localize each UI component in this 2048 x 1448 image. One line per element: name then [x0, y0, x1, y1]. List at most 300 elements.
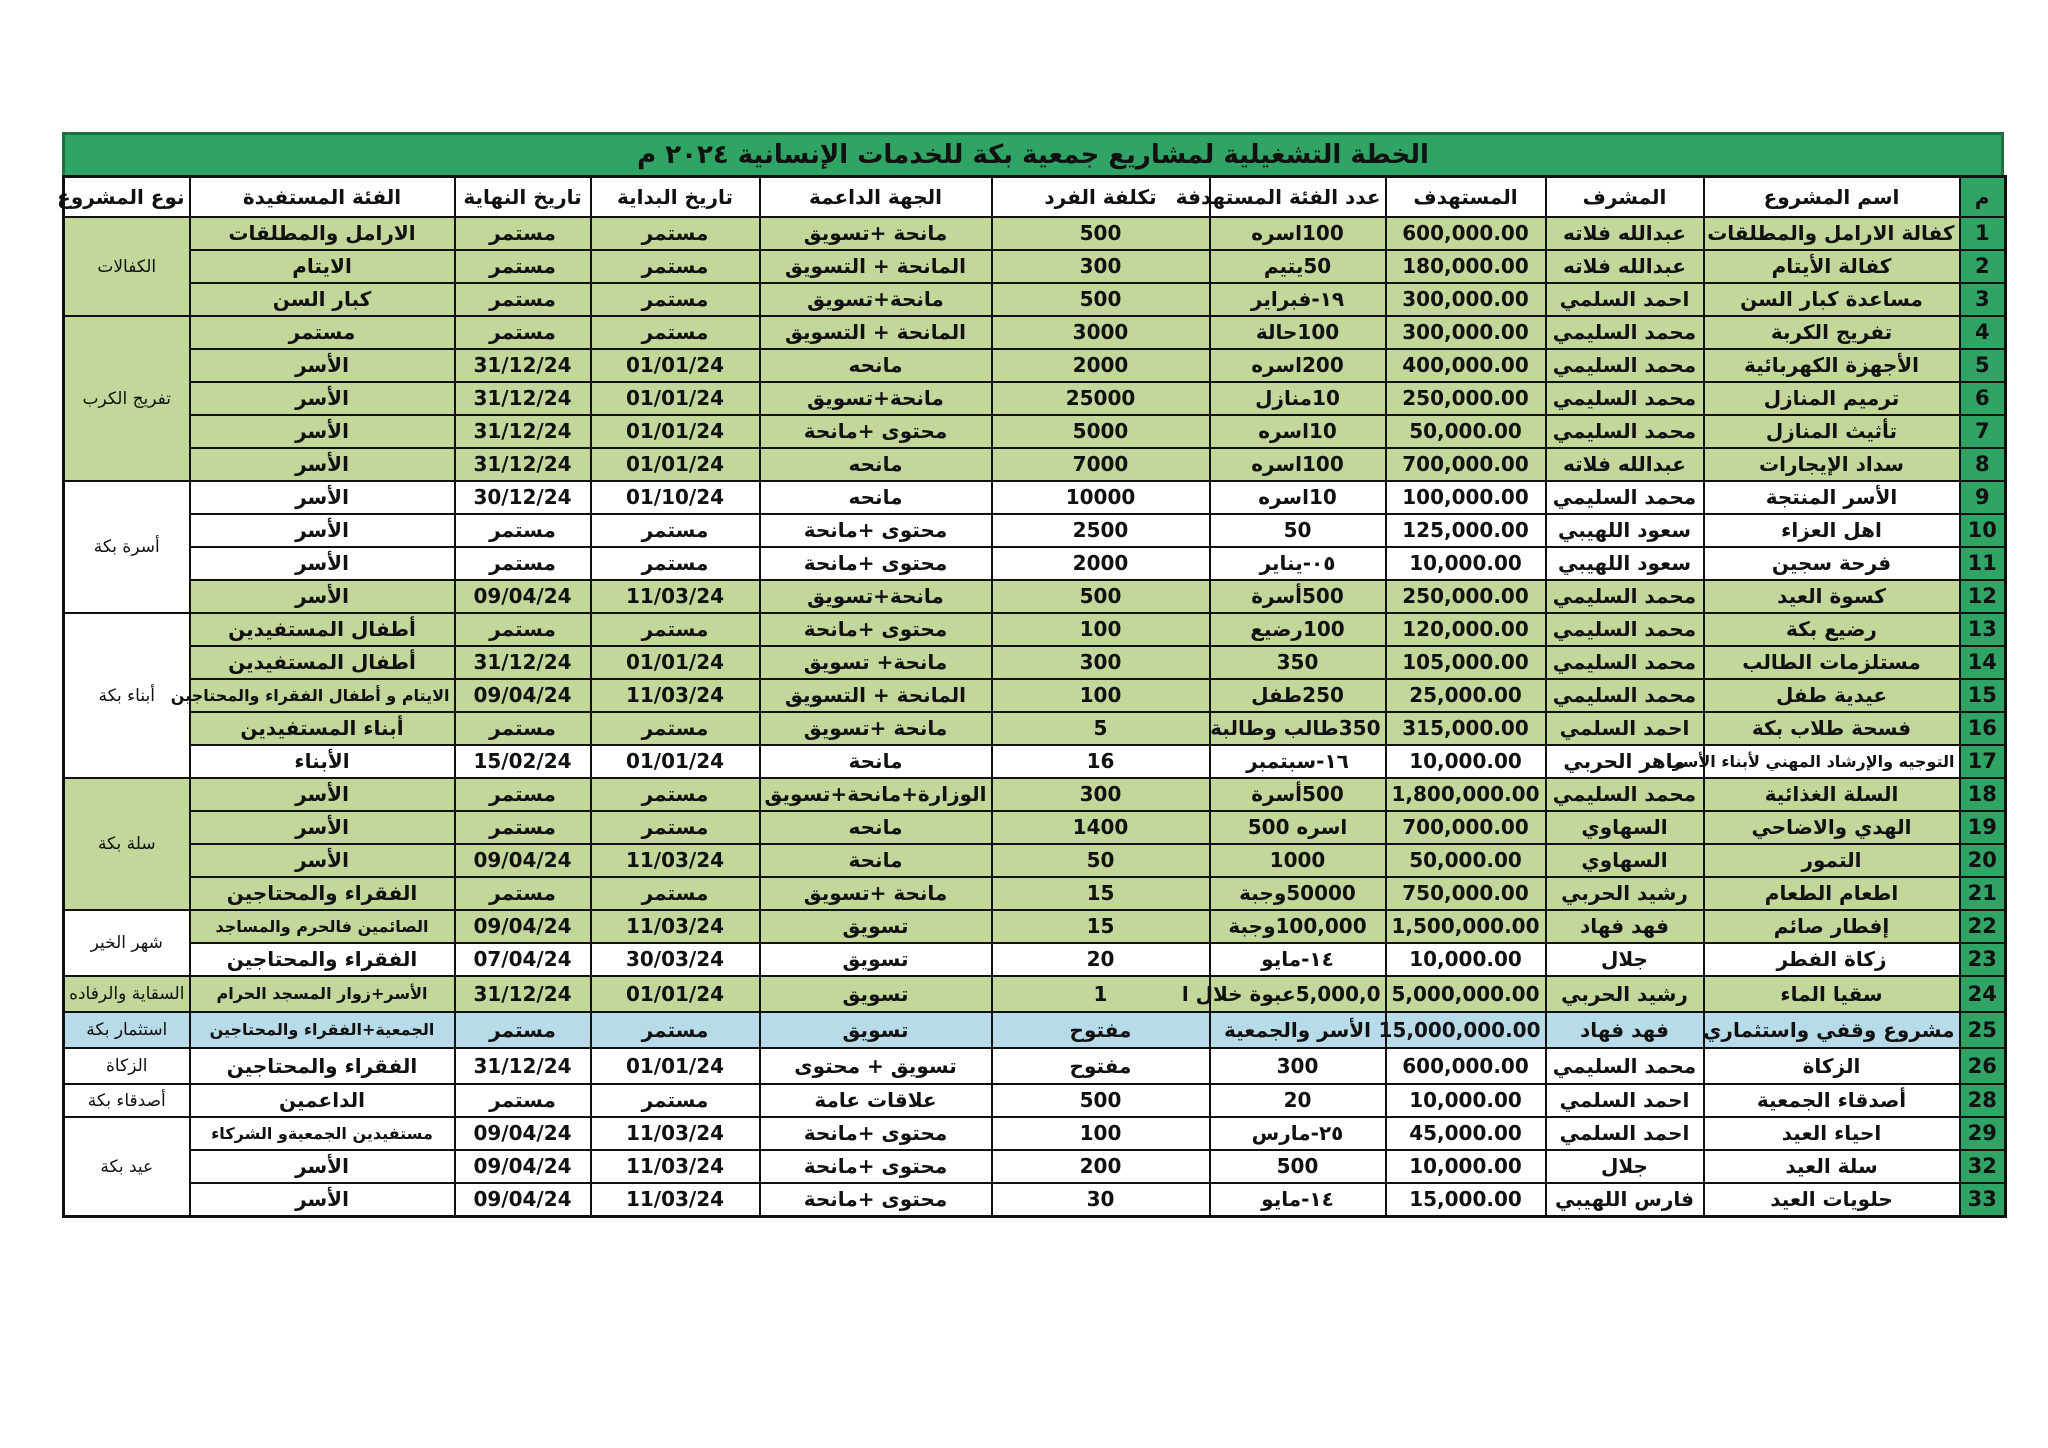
col-supporter-cell: مانحه — [760, 448, 992, 481]
col-supporter-cell: محتوى +مانحة — [760, 1183, 992, 1217]
col-supporter-cell: المانحة + التسويق — [760, 316, 992, 349]
col-project-name-cell: تأثيث المنازل — [1704, 415, 1960, 448]
col-project-name-cell: أصدقاء الجمعية — [1704, 1084, 1960, 1117]
col-end-date-cell: 09/04/24 — [455, 844, 591, 877]
col-target-amount-cell: 180,000.00 — [1386, 250, 1546, 283]
col-target-count-cell: 500 — [1210, 1150, 1386, 1183]
col-end-date-cell: مستمر — [455, 283, 591, 316]
table-row — [64, 1117, 2006, 1150]
col-end-date-cell: 09/04/24 — [455, 580, 591, 613]
project-type-cell: استثمار بكة — [64, 1012, 190, 1048]
col-start-date-cell: 01/01/24 — [591, 349, 760, 382]
table-row — [64, 646, 2006, 679]
col-supervisor-cell: محمد السليمي — [1546, 1048, 1704, 1084]
col-supervisor-cell: رشيد الحربي — [1546, 877, 1704, 910]
col-supporter-cell: مانحة+ تسويق — [760, 646, 992, 679]
col-start-date-cell: 11/03/24 — [591, 1183, 760, 1217]
col-unit-cost-cell: 100 — [992, 679, 1210, 712]
col-end-date-cell: 31/12/24 — [455, 976, 591, 1012]
col-beneficiary-cell: الأسر — [190, 382, 455, 415]
col-target-count-cell: 10اسره — [1210, 415, 1386, 448]
col-supervisor-cell: السهاوي — [1546, 844, 1704, 877]
col-number-cell: 10 — [1960, 514, 2006, 547]
col-supporter-cell: علاقات عامة — [760, 1084, 992, 1117]
col-supervisor-cell: جلال — [1546, 943, 1704, 976]
col-supervisor-cell: محمد السليمي — [1546, 481, 1704, 514]
col-target-count-cell: 50 — [1210, 514, 1386, 547]
col-project-name-cell: مساعدة كبار السن — [1704, 283, 1960, 316]
col-start-date-cell: مستمر — [591, 778, 760, 811]
project-type-cell: شهر الخير — [64, 910, 190, 976]
col-unit-cost-cell: مفتوح — [992, 1012, 1210, 1048]
col-project-name-cell: كفالة الارامل والمطلقات — [1704, 217, 1960, 250]
col-number-cell: 6 — [1960, 382, 2006, 415]
col-beneficiary-cell: الأسر — [190, 1183, 455, 1217]
col-beneficiary-cell: الأسر — [190, 844, 455, 877]
col-start-date-cell: 01/10/24 — [591, 481, 760, 514]
col-target-count-cell: 350 — [1210, 646, 1386, 679]
col-supporter-cell: مانحة +تسويق — [760, 217, 992, 250]
col-target-amount-cell: 750,000.00 — [1386, 877, 1546, 910]
col-end-date-cell: مستمر — [455, 217, 591, 250]
col-target-amount-cell: 300,000.00 — [1386, 316, 1546, 349]
col-number-cell: 11 — [1960, 547, 2006, 580]
col-supporter-cell: تسويق + محتوى — [760, 1048, 992, 1084]
col-unit-cost-cell: 20 — [992, 943, 1210, 976]
col-number-cell: 15 — [1960, 679, 2006, 712]
col-beneficiary-cell: الأسر — [190, 580, 455, 613]
col-target-amount-cell: 250,000.00 — [1386, 382, 1546, 415]
col-unit-cost-cell: 1 — [992, 976, 1210, 1012]
table-row — [64, 613, 2006, 646]
table-row — [64, 1048, 2006, 1084]
col-beneficiary-cell: الأسر — [190, 448, 455, 481]
col-supporter-cell: مانحة — [760, 844, 992, 877]
table-row — [64, 382, 2006, 415]
col-start-date-cell: 11/03/24 — [591, 910, 760, 943]
project-type-cell: تفريج الكرب — [64, 316, 190, 481]
col-target-amount-cell: 300,000.00 — [1386, 283, 1546, 316]
col-unit-cost-cell: 100 — [992, 613, 1210, 646]
col-project-name-cell: الأجهزة الكهربائية — [1704, 349, 1960, 382]
col-project-name-cell: الزكاة — [1704, 1048, 1960, 1084]
col-target-amount-cell: 45,000.00 — [1386, 1117, 1546, 1150]
col-start-date-cell: 30/03/24 — [591, 943, 760, 976]
col-supporter-cell: المانحة + التسويق — [760, 679, 992, 712]
col-start-date-cell: مستمر — [591, 811, 760, 844]
col-start-date-cell: مستمر — [591, 217, 760, 250]
col-target-amount-cell: 10,000.00 — [1386, 1084, 1546, 1117]
col-supervisor-cell: ماهر الحربي — [1546, 745, 1704, 778]
col-end-date-cell: 31/12/24 — [455, 1048, 591, 1084]
table-row — [64, 580, 2006, 613]
col-target-amount-cell: 15,000,000.00 — [1386, 1012, 1546, 1048]
col-start-date-cell: مستمر — [591, 1012, 760, 1048]
col-start-date-cell: 01/01/24 — [591, 415, 760, 448]
col-supporter-cell: محتوى +مانحة — [760, 1117, 992, 1150]
col-end-date-cell: 09/04/24 — [455, 910, 591, 943]
col-supervisor-cell: فارس اللهيبي — [1546, 1183, 1704, 1217]
table-row — [64, 745, 2006, 778]
table-row — [64, 283, 2006, 316]
col-target-count-cell: 10منازل — [1210, 382, 1386, 415]
col-number-cell: 4 — [1960, 316, 2006, 349]
col-supervisor-cell: محمد السليمي — [1546, 679, 1704, 712]
col-target-count-cell: 500أسرة — [1210, 778, 1386, 811]
col-beneficiary-cell: الفقراء والمحتاجين — [190, 877, 455, 910]
col-supervisor-cell: محمد السليمي — [1546, 349, 1704, 382]
col-end-date-cell: مستمر — [455, 778, 591, 811]
col-supervisor-cell: احمد السلمي — [1546, 712, 1704, 745]
table-row — [64, 1084, 2006, 1117]
col-start-date-cell: مستمر — [591, 613, 760, 646]
col-unit-cost-cell: 300 — [992, 778, 1210, 811]
col-supporter-cell: الوزارة+مانحة+تسويق — [760, 778, 992, 811]
col-project-name-cell: اطعام الطعام — [1704, 877, 1960, 910]
col-supervisor-cell: محمد السليمي — [1546, 316, 1704, 349]
table-row — [64, 877, 2006, 910]
col-target-count-cell: 350طالب وطالبة — [1210, 712, 1386, 745]
col-beneficiary-cell: الأسر — [190, 415, 455, 448]
col-beneficiary-cell: الأسر — [190, 778, 455, 811]
col-unit-cost-cell: 5000 — [992, 415, 1210, 448]
col-supporter-cell: محتوى +مانحة — [760, 613, 992, 646]
table-row — [64, 349, 2006, 382]
col-project-name-cell: الأسر المنتجة — [1704, 481, 1960, 514]
col-project-name-cell: سقيا الماء — [1704, 976, 1960, 1012]
col-start-date-cell: 11/03/24 — [591, 1117, 760, 1150]
col-number-cell: 22 — [1960, 910, 2006, 943]
col-unit-cost-cell: 500 — [992, 217, 1210, 250]
col-project-name-cell: ترميم المنازل — [1704, 382, 1960, 415]
col-start-date-cell: 01/01/24 — [591, 448, 760, 481]
col-beneficiary-cell: الأسر — [190, 1150, 455, 1183]
col-number-cell: 9 — [1960, 481, 2006, 514]
col-end-date-cell: 09/04/24 — [455, 1117, 591, 1150]
col-end-date-cell: 31/12/24 — [455, 415, 591, 448]
col-target-count-cell: 100حالة — [1210, 316, 1386, 349]
col-end-date-cell: مستمر — [455, 811, 591, 844]
col-unit-cost-cell: 3000 — [992, 316, 1210, 349]
col-project-name-cell: مشروع وقفي واستثماري — [1704, 1012, 1960, 1048]
col-target-count-cell: 100اسره — [1210, 448, 1386, 481]
col-unit-cost-cell: 100 — [992, 1117, 1210, 1150]
project-type-cell: الكفالات — [64, 217, 190, 316]
col-supervisor-cell: عبدالله فلاته — [1546, 250, 1704, 283]
col-target-count-cell: 10اسره — [1210, 481, 1386, 514]
col-unit-cost-cell: 25000 — [992, 382, 1210, 415]
table-row — [64, 481, 2006, 514]
col-target-count-cell: 50000وجبة — [1210, 877, 1386, 910]
col-end-date-cell: 31/12/24 — [455, 349, 591, 382]
col-beneficiary-cell: أطفال المستفيدين — [190, 613, 455, 646]
plan-sheet — [57, 132, 2004, 1218]
col-end-date-cell: مستمر — [455, 547, 591, 580]
col-target-count-cell: 5,000,0عبوة خلال ا — [1210, 976, 1386, 1012]
table-row — [64, 217, 2006, 250]
col-project-name-cell: مستلزمات الطالب — [1704, 646, 1960, 679]
col-target-count-cell: ١٦-سبتمبر — [1210, 745, 1386, 778]
col-unit-cost-cell: 15 — [992, 877, 1210, 910]
table-row — [64, 1183, 2006, 1217]
col-end-date-cell: مستمر — [455, 250, 591, 283]
col-number-cell: 1 — [1960, 217, 2006, 250]
col-unit-cost-cell: 2000 — [992, 349, 1210, 382]
col-start-date-cell: 11/03/24 — [591, 580, 760, 613]
col-number-cell: 23 — [1960, 943, 2006, 976]
col-beneficiary-cell: الارامل والمطلقات — [190, 217, 455, 250]
col-target-count-cell: 100اسره — [1210, 217, 1386, 250]
col-unit-cost-cell: 50 — [992, 844, 1210, 877]
col-target-count-cell: 1000 — [1210, 844, 1386, 877]
col-end-date-cell: مستمر — [455, 514, 591, 547]
col-end-date-cell: مستمر — [455, 1012, 591, 1048]
col-supervisor-cell: محمد السليمي — [1546, 613, 1704, 646]
col-supervisor-cell: فهد فهاد — [1546, 1012, 1704, 1048]
col-number-cell: 14 — [1960, 646, 2006, 679]
col-target-count-cell: 250طفل — [1210, 679, 1386, 712]
table-row — [64, 943, 2006, 976]
table-row — [64, 415, 2006, 448]
col-supervisor-cell: رشيد الحربي — [1546, 976, 1704, 1012]
col-start-date-cell: 01/01/24 — [591, 745, 760, 778]
col-end-date-cell: مستمر — [455, 1084, 591, 1117]
table-row — [64, 910, 2006, 943]
col-supporter-cell: مانحه — [760, 481, 992, 514]
col-target-amount-cell: 120,000.00 — [1386, 613, 1546, 646]
col-target-amount-cell: 600,000.00 — [1386, 217, 1546, 250]
col-number-cell: 7 — [1960, 415, 2006, 448]
col-beneficiary-cell: مستمر — [190, 316, 455, 349]
col-target-amount-cell: 400,000.00 — [1386, 349, 1546, 382]
col-unit-cost-cell: 1400 — [992, 811, 1210, 844]
col-unit-cost-cell: 15 — [992, 910, 1210, 943]
col-end-date-cell: 09/04/24 — [455, 1183, 591, 1217]
col-supporter-cell: مانحة +تسويق — [760, 877, 992, 910]
table-row — [64, 1150, 2006, 1183]
col-target-count-cell: 200اسره — [1210, 349, 1386, 382]
col-target-count-cell: ١٤-مايو — [1210, 1183, 1386, 1217]
table-row — [64, 712, 2006, 745]
col-beneficiary-cell: الفقراء والمحتاجين — [190, 943, 455, 976]
col-supervisor-cell: جلال — [1546, 1150, 1704, 1183]
col-beneficiary-cell: الايتام و أطفال الفقراء والمحتاجين — [190, 679, 455, 712]
col-supporter-cell: تسويق — [760, 1012, 992, 1048]
col-supervisor-cell: سعود اللهيبي — [1546, 547, 1704, 580]
col-number-cell: 5 — [1960, 349, 2006, 382]
table-row — [64, 1012, 2006, 1048]
col-supporter-cell: مانحة+تسويق — [760, 283, 992, 316]
col-target-count-cell: 100,000وجبة — [1210, 910, 1386, 943]
project-type-cell: الزكاة — [64, 1048, 190, 1084]
col-start-date-cell: مستمر — [591, 316, 760, 349]
col-target-amount-cell: 5,000,000.00 — [1386, 976, 1546, 1012]
col-number-cell: 33 — [1960, 1183, 2006, 1217]
header-row — [64, 177, 2006, 218]
col-end-date-cell: 31/12/24 — [455, 448, 591, 481]
col-supporter-header: الجهة الداعمة — [760, 177, 992, 218]
col-start-date-cell: 11/03/24 — [591, 679, 760, 712]
col-supporter-cell: تسويق — [760, 910, 992, 943]
project-type-cell: عيد بكة — [64, 1117, 190, 1217]
col-end-date-cell: مستمر — [455, 877, 591, 910]
table-row — [64, 844, 2006, 877]
col-unit-cost-cell: 7000 — [992, 448, 1210, 481]
table-row — [64, 778, 2006, 811]
col-start-date-cell: مستمر — [591, 877, 760, 910]
col-project-name-cell: فرحة سجين — [1704, 547, 1960, 580]
col-supervisor-cell: عبدالله فلاته — [1546, 448, 1704, 481]
col-supporter-cell: محتوى +مانحة — [760, 1150, 992, 1183]
col-supervisor-cell: محمد السليمي — [1546, 778, 1704, 811]
col-unit-cost-cell: 10000 — [992, 481, 1210, 514]
col-supporter-cell: مانحة+تسويق — [760, 580, 992, 613]
col-end-date-cell: 07/04/24 — [455, 943, 591, 976]
col-supervisor-cell: محمد السليمي — [1546, 382, 1704, 415]
col-number-cell: 16 — [1960, 712, 2006, 745]
table-row — [64, 250, 2006, 283]
col-unit-cost-cell: 2500 — [992, 514, 1210, 547]
col-number-cell: 32 — [1960, 1150, 2006, 1183]
col-number-cell: 29 — [1960, 1117, 2006, 1150]
col-target-amount-cell: 10,000.00 — [1386, 1150, 1546, 1183]
col-start-date-cell: 01/01/24 — [591, 382, 760, 415]
col-start-date-cell: 01/01/24 — [591, 646, 760, 679]
col-beneficiary-cell: الأسر — [190, 349, 455, 382]
col-number-cell: 3 — [1960, 283, 2006, 316]
col-beneficiary-cell: الداعمين — [190, 1084, 455, 1117]
col-unit-cost-header: تكلفة الفرد — [992, 177, 1210, 218]
col-end-date-header: تاريخ النهاية — [455, 177, 591, 218]
col-project-name-cell: سداد الإيجارات — [1704, 448, 1960, 481]
col-end-date-cell: 09/04/24 — [455, 679, 591, 712]
col-number-cell: 18 — [1960, 778, 2006, 811]
col-target-count-cell: الأسر والجمعية — [1210, 1012, 1386, 1048]
col-number-cell: 21 — [1960, 877, 2006, 910]
col-beneficiary-cell: الأبناء — [190, 745, 455, 778]
project-type-cell: أبناء بكة — [64, 613, 190, 778]
col-unit-cost-cell: مفتوح — [992, 1048, 1210, 1084]
col-target-amount-cell: 600,000.00 — [1386, 1048, 1546, 1084]
col-beneficiary-cell: الايتام — [190, 250, 455, 283]
col-start-date-cell: 11/03/24 — [591, 844, 760, 877]
col-beneficiary-cell: أبناء المستفيدين — [190, 712, 455, 745]
col-project-name-cell: سلة العيد — [1704, 1150, 1960, 1183]
col-project-name-cell: التمور — [1704, 844, 1960, 877]
col-target-count-cell: ١٤-مايو — [1210, 943, 1386, 976]
col-target-amount-cell: 700,000.00 — [1386, 811, 1546, 844]
col-supervisor-cell: محمد السليمي — [1546, 646, 1704, 679]
col-beneficiary-cell: كبار السن — [190, 283, 455, 316]
col-number-cell: 17 — [1960, 745, 2006, 778]
col-supporter-cell: محتوى +مانحة — [760, 547, 992, 580]
col-target-amount-cell: 1,500,000.00 — [1386, 910, 1546, 943]
col-beneficiary-header: الفئة المستفيدة — [190, 177, 455, 218]
col-supporter-cell: محتوى +مانحة — [760, 514, 992, 547]
table-row — [64, 679, 2006, 712]
col-supporter-cell: مانحه — [760, 349, 992, 382]
col-target-amount-cell: 105,000.00 — [1386, 646, 1546, 679]
col-beneficiary-cell: الأسر — [190, 547, 455, 580]
table-row — [64, 316, 2006, 349]
col-end-date-cell: 31/12/24 — [455, 382, 591, 415]
col-supporter-cell: مانحة — [760, 745, 992, 778]
project-type-cell: أسرة بكة — [64, 481, 190, 613]
col-supporter-cell: مانحة +تسويق — [760, 712, 992, 745]
col-target-count-cell: اسره 500 — [1210, 811, 1386, 844]
col-supervisor-cell: احمد السلمي — [1546, 1117, 1704, 1150]
col-start-date-cell: 01/01/24 — [591, 976, 760, 1012]
col-project-name-cell: احياء العيد — [1704, 1117, 1960, 1150]
col-target-amount-cell: 1,800,000.00 — [1386, 778, 1546, 811]
col-target-count-cell: 100رضيع — [1210, 613, 1386, 646]
col-supervisor-cell: سعود اللهيبي — [1546, 514, 1704, 547]
table-row — [64, 811, 2006, 844]
col-start-date-cell: مستمر — [591, 250, 760, 283]
col-target-count-cell: 500أسرة — [1210, 580, 1386, 613]
col-project-name-cell: رضيع بكة — [1704, 613, 1960, 646]
col-target-amount-header: المستهدف — [1386, 177, 1546, 218]
col-beneficiary-cell: أطفال المستفيدين — [190, 646, 455, 679]
col-project-name-cell: عيدية طفل — [1704, 679, 1960, 712]
col-start-date-cell: مستمر — [591, 712, 760, 745]
col-end-date-cell: 30/12/24 — [455, 481, 591, 514]
col-supporter-cell: مانحة+تسويق — [760, 382, 992, 415]
col-unit-cost-cell: 300 — [992, 646, 1210, 679]
col-target-count-cell: ١٩-فبراير — [1210, 283, 1386, 316]
table-row — [64, 514, 2006, 547]
col-unit-cost-cell: 500 — [992, 1084, 1210, 1117]
col-number-cell: 25 — [1960, 1012, 2006, 1048]
col-beneficiary-cell: مستفيدين الجمعيةو الشركاء — [190, 1117, 455, 1150]
col-start-date-cell: 11/03/24 — [591, 1150, 760, 1183]
col-project-name-header: اسم المشروع — [1704, 177, 1960, 218]
sheet-title: الخطة التشغيلية لمشاريع جمعية بكة للخدمات الإنسانية ٢٠٢٤ م — [62, 132, 2004, 175]
col-target-count-cell: ٢٥-مارس — [1210, 1117, 1386, 1150]
col-unit-cost-cell: 5 — [992, 712, 1210, 745]
col-beneficiary-cell: الأسر+زوار المسجد الحرام — [190, 976, 455, 1012]
col-unit-cost-cell: 30 — [992, 1183, 1210, 1217]
col-number-cell: 2 — [1960, 250, 2006, 283]
col-supporter-cell: تسويق — [760, 943, 992, 976]
col-beneficiary-cell: الفقراء والمحتاجين — [190, 1048, 455, 1084]
col-beneficiary-cell: الأسر — [190, 811, 455, 844]
col-unit-cost-cell: 300 — [992, 250, 1210, 283]
col-target-count-cell: 20 — [1210, 1084, 1386, 1117]
col-supporter-cell: المانحة + التسويق — [760, 250, 992, 283]
col-number-cell: 24 — [1960, 976, 2006, 1012]
col-supervisor-cell: عبدالله فلاته — [1546, 217, 1704, 250]
col-project-name-cell: إفطار صائم — [1704, 910, 1960, 943]
project-type-cell: السقاية والرفاده — [64, 976, 190, 1012]
col-supervisor-cell: احمد السلمي — [1546, 283, 1704, 316]
table-row — [64, 448, 2006, 481]
col-target-amount-cell: 315,000.00 — [1386, 712, 1546, 745]
col-target-count-header: عدد الفئة المستهدفة — [1210, 177, 1386, 218]
col-target-count-cell: ٠٥-يناير — [1210, 547, 1386, 580]
col-supporter-cell: مانحه — [760, 811, 992, 844]
project-type-cell: أصدقاء بكة — [64, 1084, 190, 1117]
col-supervisor-header: المشرف — [1546, 177, 1704, 218]
col-supervisor-cell: السهاوي — [1546, 811, 1704, 844]
col-unit-cost-cell: 16 — [992, 745, 1210, 778]
col-beneficiary-cell: الجمعية+الفقراء والمحتاجين — [190, 1012, 455, 1048]
col-start-date-header: تاريخ البداية — [591, 177, 760, 218]
col-project-name-cell: اهل العزاء — [1704, 514, 1960, 547]
col-end-date-cell: مستمر — [455, 712, 591, 745]
col-target-amount-cell: 250,000.00 — [1386, 580, 1546, 613]
col-unit-cost-cell: 2000 — [992, 547, 1210, 580]
